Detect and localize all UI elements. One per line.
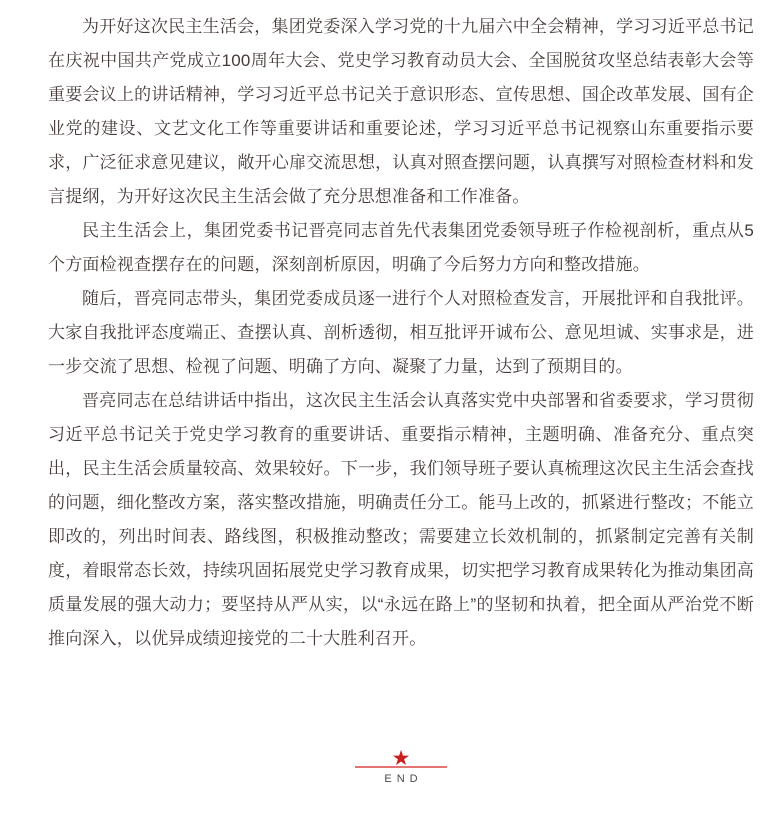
- star-icon: ★: [391, 747, 411, 770]
- end-label: END: [384, 773, 423, 785]
- paragraph-3: 随后，晋亮同志带头，集团党委成员逐一进行个人对照检查发言，开展批评和自我批评。大家自我批评态度端正、查摆认真、剖析透彻，相互批评开诚布公、意见坦诚、实事求是，进一步交流了思想、检视了问题、明确了方向、凝聚了力量，达到了预期目的。: [48, 289, 754, 376]
- paragraph-2: 民主生活会上，集团党委书记晋亮同志首先代表集团党委领导班子作检视剖析，重点从5个方面检视查摆存在的问题，深刻剖析原因，明确了今后努力方向和整改措施。: [48, 221, 754, 274]
- paragraph-1: 为开好这次民主生活会，集团党委深入学习党的十九届六中全会精神，学习习近平总书记在庆祝中国共产党成立100周年大会、党史学习教育动员大会、全国脱贫攻坚总结表彰大会等重要会议上的讲话精神，学习习近平总书记关于意识形态、宣传思想、国企改革发展、国有企业党的建设、文艺文化工作等重要讲话和重要论述，学习习近平总书记视察山东重要指示要求，广泛征求意见建议，敞开心扉交流思想，认真对照查摆问题，认真撰写对照检查材料和发言提纲，为开好这次民主生活会做了充分思想准备和工作准备。: [48, 17, 754, 206]
- end-marker: [48, 747, 754, 785]
- paragraph-4: 晋亮同志在总结讲话中指出，这次民主生活会认真落实党中央部署和省委要求，学习贯彻习近平总书记关于党史学习教育的重要讲话、重要指示精神，主题明确、准备充分、重点突出，民主生活会质量较高、效果较好。下一步，我们领导班子要认真梳理这次民主生活会查找的问题，细化整改方案，落实整改措施，明确责任分工。能马上改的，抓紧进行整改；不能立即改的，列出时间表、路线图，积极推动整改；需要建立长效机制的，抓紧制定完善有关制度，着眼常态长效，持续巩固拓展党史学习教育成果，切实把学习教育成果转化为推动集团高质量发展的强大动力；要坚持从严从实，以“永远在路上”的坚韧和执着，把全面从严治党不断推向深入，以优异成绩迎接党的二十大胜利召开。: [48, 391, 754, 648]
